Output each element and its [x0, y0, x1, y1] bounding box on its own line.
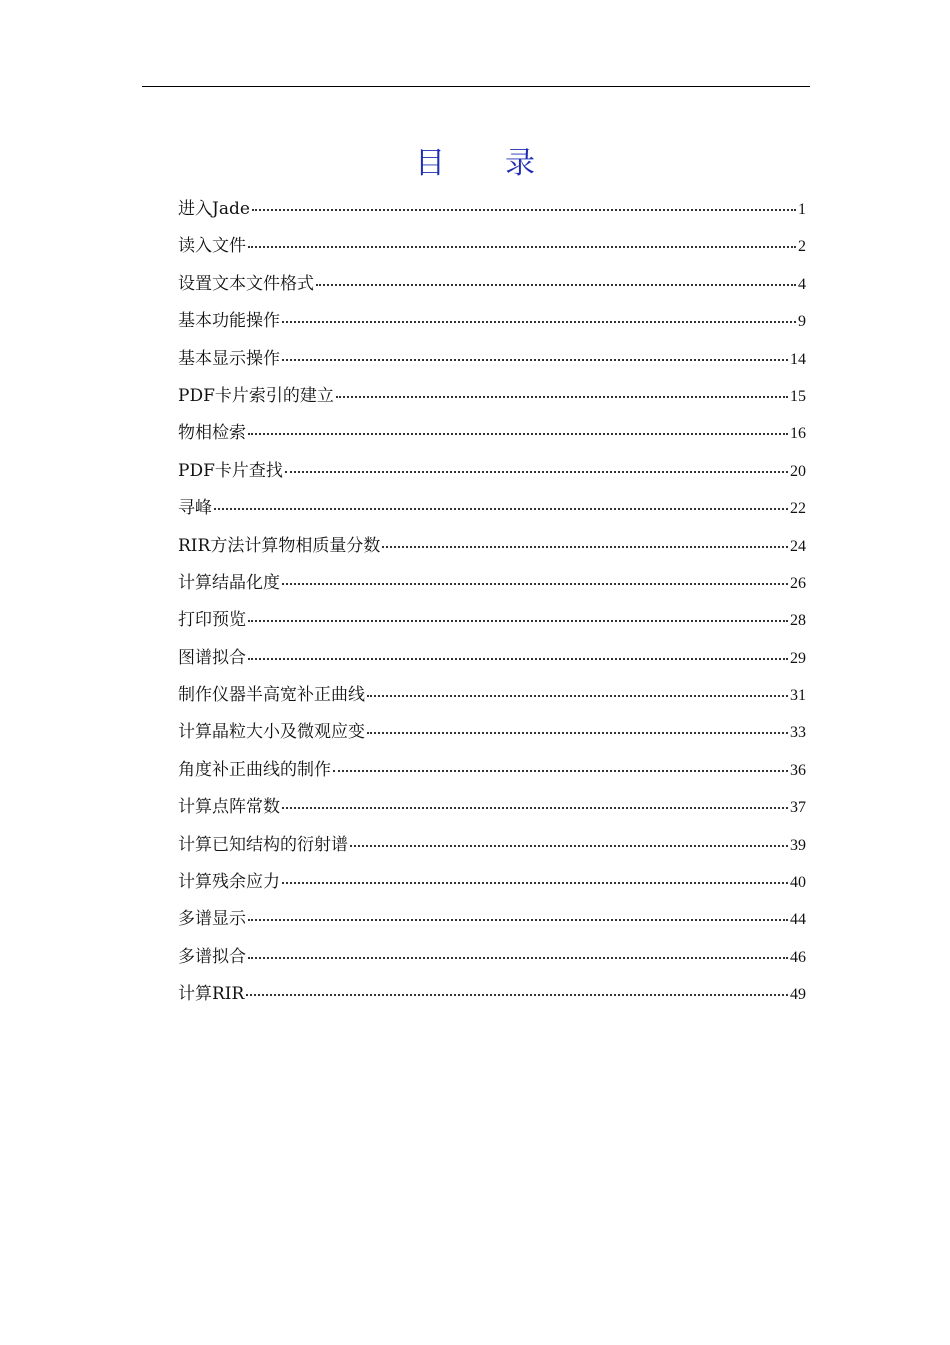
- dot-leader: [246, 994, 788, 996]
- toc-entry-label: 制作仪器半高宽补正曲线: [178, 685, 365, 706]
- toc-entry[interactable]: [178, 308, 806, 345]
- toc-entry-page-number: 20: [790, 462, 806, 480]
- toc-entry-label: 物相检索: [178, 423, 246, 444]
- toc-entry-label: 角度补正曲线的制作: [178, 759, 331, 780]
- toc-entry[interactable]: [178, 533, 806, 570]
- toc-entry[interactable]: [178, 346, 806, 383]
- toc-entry-page-number: 33: [790, 724, 806, 742]
- toc-entry[interactable]: [178, 906, 806, 943]
- toc-entry-label: 计算晶粒大小及微观应变: [178, 722, 365, 743]
- dot-leader: [282, 882, 788, 884]
- toc-entry-label: 计算残余应力: [178, 872, 280, 893]
- dot-leader: [336, 396, 788, 398]
- toc-entry-page-number: 4: [798, 275, 806, 293]
- toc-entry-page-number: 28: [790, 612, 806, 630]
- toc-title-char-2: 录: [505, 146, 535, 181]
- toc-entry[interactable]: [178, 719, 806, 756]
- dot-leader: [367, 695, 788, 697]
- dot-leader: [248, 433, 788, 435]
- toc-entry[interactable]: [178, 383, 806, 420]
- toc-list: [178, 196, 806, 1019]
- toc-title: [0, 144, 950, 184]
- toc-entry-label: PDF卡片查找: [178, 460, 283, 481]
- toc-entry-label: 打印预览: [178, 610, 246, 631]
- toc-title-char-1: 目: [415, 146, 445, 181]
- toc-entry[interactable]: [178, 869, 806, 906]
- toc-entry-label: 计算已知结构的衍射谱: [178, 834, 348, 855]
- toc-entry-label: RIR方法计算物相质量分数: [178, 535, 381, 556]
- toc-entry[interactable]: [178, 832, 806, 869]
- toc-entry[interactable]: [178, 944, 806, 981]
- toc-entry-page-number: 39: [790, 836, 806, 854]
- dot-leader: [248, 919, 788, 921]
- toc-entry-label: 进入Jade: [178, 199, 250, 219]
- dot-leader: [285, 471, 788, 473]
- toc-entry-label: 图谱拟合: [178, 647, 246, 668]
- dot-leader: [282, 583, 788, 585]
- dot-leader: [252, 209, 796, 211]
- toc-entry-label: 多谱拟合: [178, 946, 246, 967]
- toc-entry[interactable]: [178, 458, 806, 495]
- toc-entry-page-number: 37: [790, 799, 806, 817]
- toc-entry[interactable]: [178, 271, 806, 308]
- toc-entry[interactable]: [178, 607, 806, 644]
- dot-leader: [248, 658, 788, 660]
- dot-leader: [382, 546, 788, 548]
- dot-leader: [282, 807, 788, 809]
- toc-entry-label: 计算RIR: [178, 984, 245, 1005]
- toc-entry[interactable]: [178, 495, 806, 532]
- toc-entry[interactable]: [178, 981, 806, 1018]
- dot-leader: [248, 957, 788, 959]
- toc-entry-page-number: 44: [790, 911, 806, 929]
- toc-entry-page-number: 31: [790, 687, 806, 705]
- dot-leader: [316, 284, 796, 286]
- header-rule: [142, 86, 810, 87]
- dot-leader: [248, 620, 788, 622]
- dot-leader: [350, 845, 788, 847]
- toc-entry-page-number: 15: [790, 387, 806, 405]
- toc-entry-page-number: 14: [790, 350, 806, 368]
- toc-entry[interactable]: [178, 757, 806, 794]
- toc-entry-page-number: 49: [790, 986, 806, 1004]
- toc-entry-page-number: 36: [790, 761, 806, 779]
- toc-entry-page-number: 29: [790, 649, 806, 667]
- toc-entry-page-number: 1: [798, 201, 806, 218]
- toc-entry-label: 读入文件: [178, 236, 246, 257]
- dot-leader: [248, 246, 796, 248]
- toc-entry-page-number: 40: [790, 874, 806, 892]
- toc-entry[interactable]: [178, 645, 806, 682]
- toc-entry-page-number: 24: [790, 537, 806, 555]
- toc-entry-label: 多谱显示: [178, 909, 246, 930]
- toc-entry-label: 设置文本文件格式: [178, 273, 314, 294]
- toc-entry[interactable]: [178, 682, 806, 719]
- toc-entry-label: PDF卡片索引的建立: [178, 385, 334, 406]
- dot-leader: [282, 321, 796, 323]
- toc-entry-page-number: 16: [790, 425, 806, 443]
- toc-entry[interactable]: [178, 196, 806, 233]
- dot-leader: [214, 508, 788, 510]
- toc-entry-label: 计算点阵常数: [178, 797, 280, 818]
- toc-entry[interactable]: [178, 794, 806, 831]
- toc-entry-label: 寻峰: [178, 498, 212, 519]
- toc-entry[interactable]: [178, 233, 806, 270]
- toc-entry-page-number: 9: [798, 313, 806, 331]
- toc-entry-label: 基本功能操作: [178, 311, 280, 332]
- toc-entry-page-number: 46: [790, 948, 806, 966]
- dot-leader: [333, 770, 788, 772]
- toc-entry-label: 基本显示操作: [178, 348, 280, 369]
- toc-entry[interactable]: [178, 420, 806, 457]
- toc-entry-label: 计算结晶化度: [178, 572, 280, 593]
- toc-entry-page-number: 22: [790, 500, 806, 518]
- toc-entry-page-number: 2: [798, 238, 806, 256]
- dot-leader: [367, 732, 788, 734]
- toc-entry-page-number: 26: [790, 574, 806, 592]
- toc-entry[interactable]: [178, 570, 806, 607]
- dot-leader: [282, 359, 788, 361]
